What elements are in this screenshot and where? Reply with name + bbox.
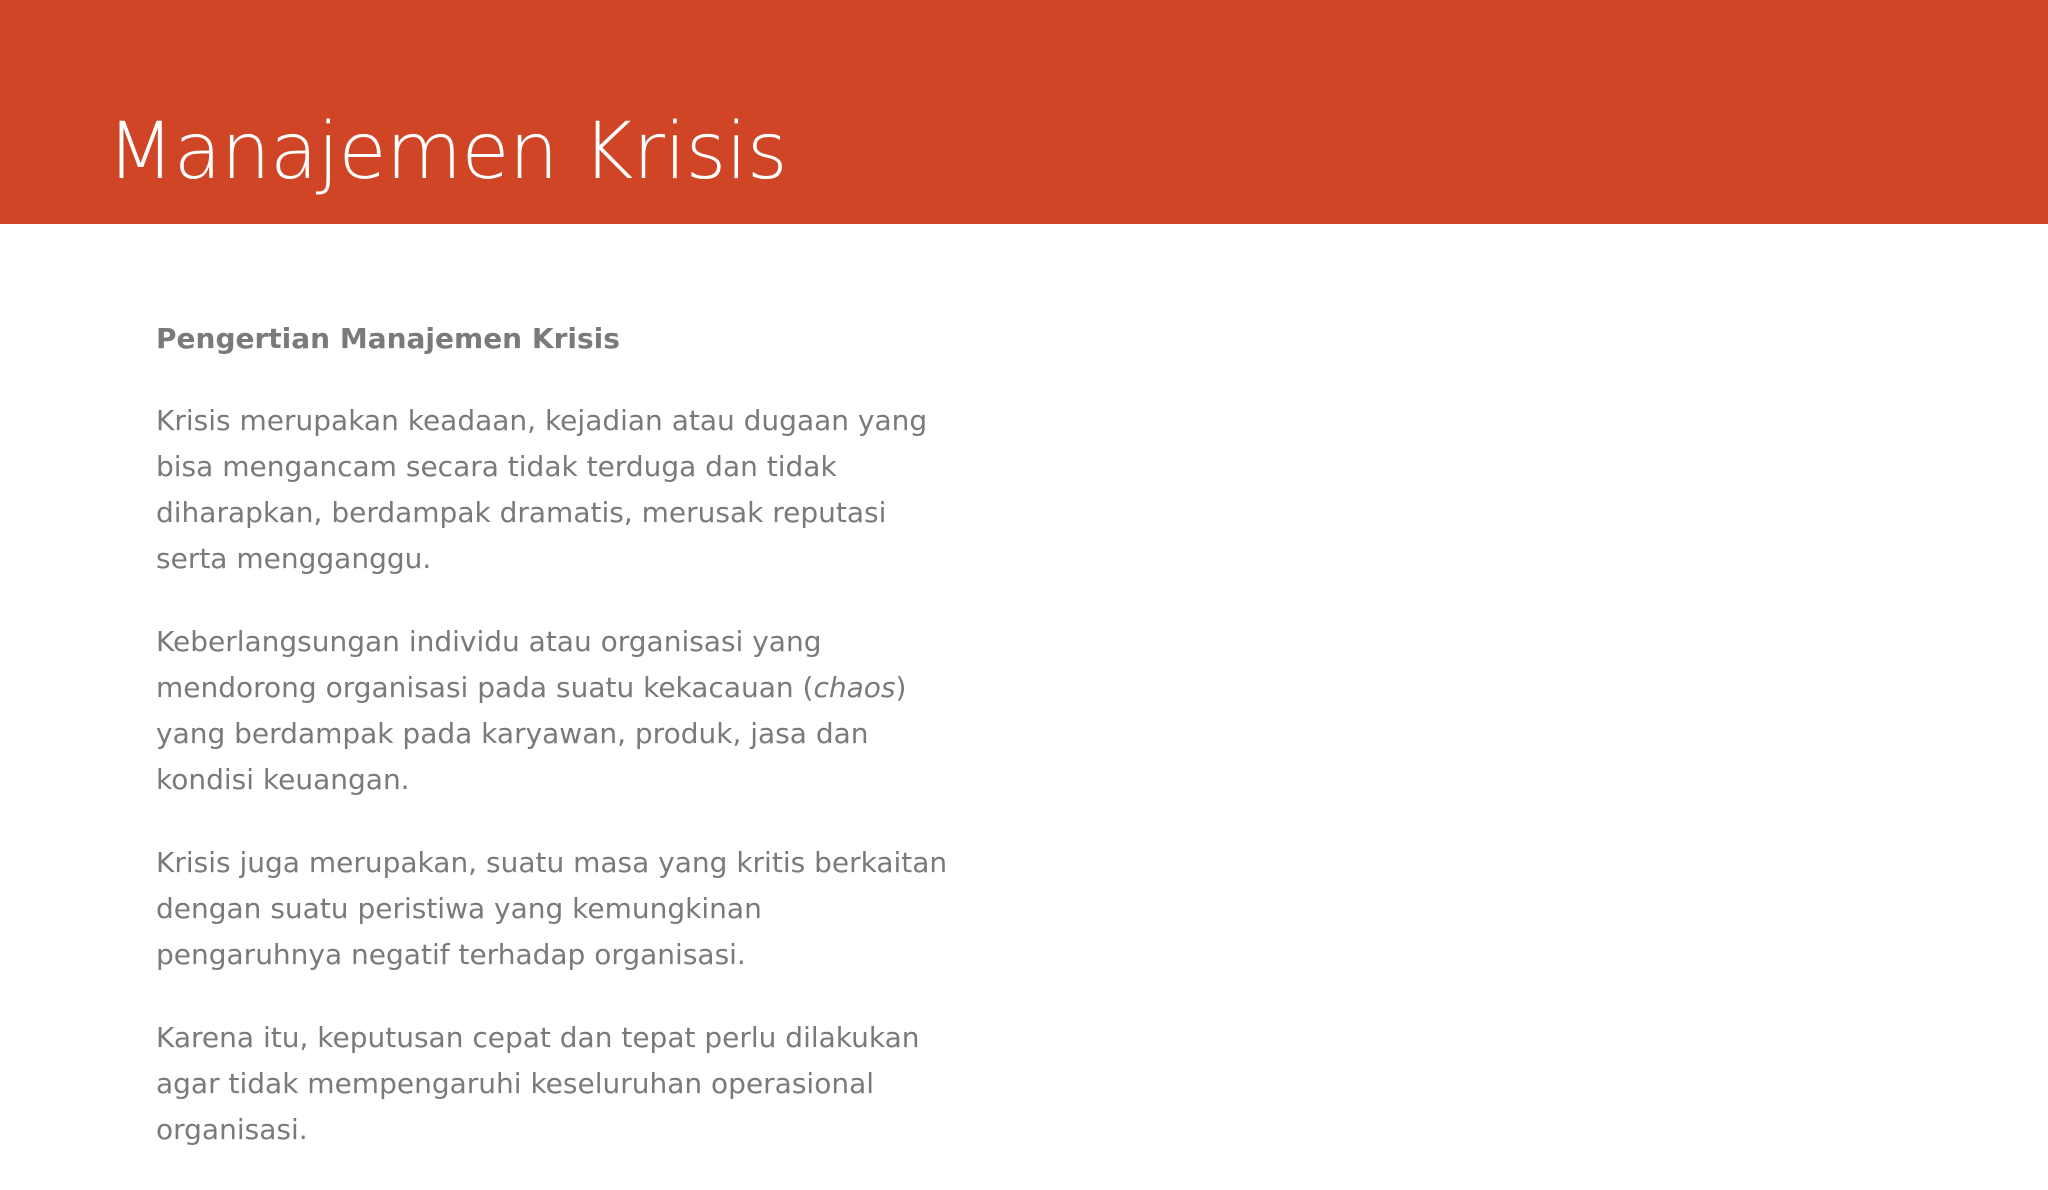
paragraph-continuity-text-after: ) yang berdampak pada karyawan, produk, jasa dan kondisi keuangan.	[156, 671, 907, 796]
content-body	[156, 316, 986, 1190]
paragraph-critical-period: Krisis juga merupakan, suatu masa yang kritis berkaitan dengan suatu peristiwa yang kemungkinan pengaruhnya negatif terhadap organisasi.	[156, 846, 948, 971]
paragraph-quick-decisions: Karena itu, keputusan cepat dan tepat perlu dilakukan agar tidak mempengaruhi keseluruhan operasional organisasi.	[156, 1021, 920, 1146]
paragraph-continuity	[156, 619, 956, 803]
slide-title: Manajemen Krisis	[107, 107, 788, 197]
paragraph-crisis-definition: Krisis merupakan keadaan, kejadian atau dugaan yang bisa mengancam secara tidak terduga dan tidak diharapkan, berdampak dramatis, merusak reputasi serta mengganggu.	[156, 404, 928, 575]
paragraph-continuity-text-before: Keberlangsungan individu atau organisasi yang mendorong organisasi pada suatu kekacauan (	[156, 625, 822, 704]
title-banner	[0, 0, 2048, 224]
section-heading: Pengertian Manajemen Krisis	[156, 322, 620, 355]
paragraph-continuity-emphasis: chaos	[813, 671, 896, 704]
